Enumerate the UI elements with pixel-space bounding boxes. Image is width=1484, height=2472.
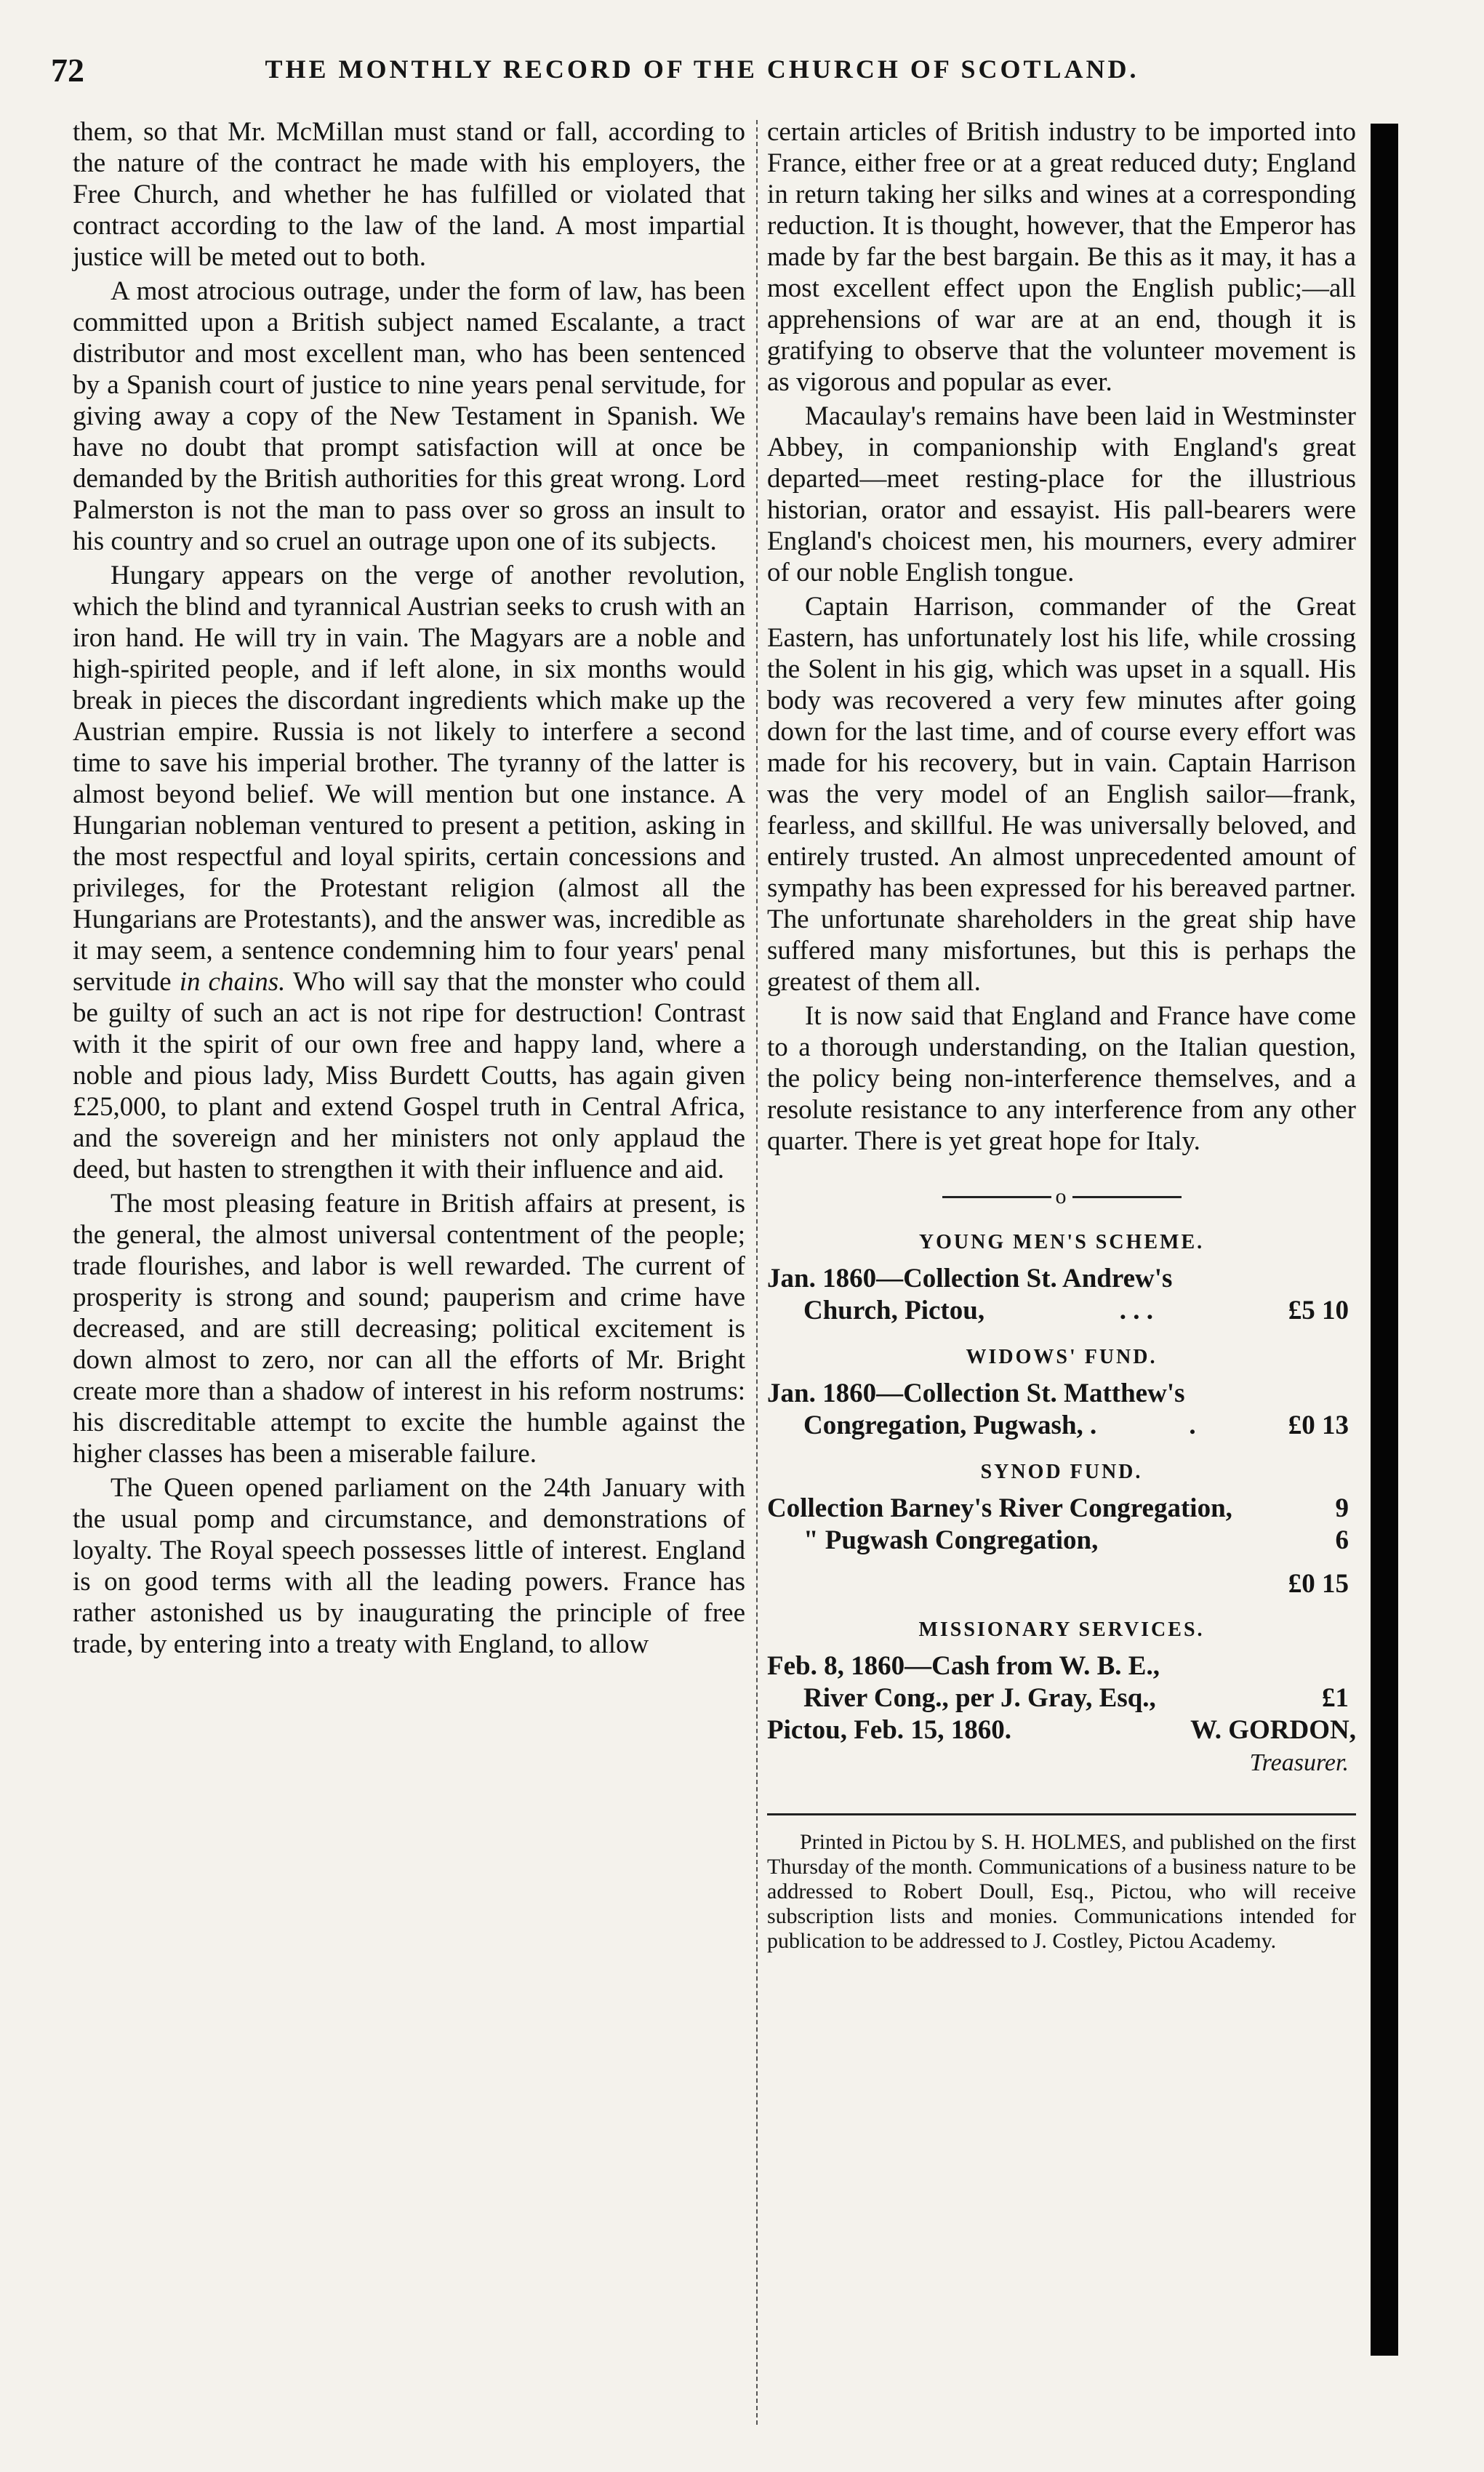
article-paragraph [73,560,745,1185]
ledger-entry [767,1378,1356,1442]
paragraph-text: Hungary appears on the verge of another revolution, which the blind and tyrannical Austrian seeks to crush with an iron hand. He will try in vain. The Magyars are a noble and high-spirited people, and if left alone, in six months would break in pieces the discordant ingredients which make up the Austrian empire. Russia is not likely to interfere a second time to save his imperial brother. The tyranny of the latter is almost beyond belief. We will mention but one instance. A Hungarian nobleman ventured to present a petition, asking in the most respectful and loyal spirits, certain concessions and privileges, for the Protestant religion (almost all the Hungarians are Protestants), and the answer was, incredible as it may seem, a sentence condemning him to four years' penal servitude [73,561,745,997]
entry-line [767,1410,1356,1442]
entry-text: Congregation, Pugwash, . [803,1410,1097,1441]
left-column [73,116,745,1663]
entry-line [767,1493,1356,1525]
entry-amount: £0 13 [1288,1410,1349,1441]
entry-line: Feb. 8, 1860—Cash from W. B. E., [767,1651,1160,1682]
entry-amount: £5 10 [1288,1296,1349,1326]
signature-line [767,1714,1356,1746]
article-paragraph: Macaulay's remains have been laid in Westminster Abbey, in companionship with England's great departed—meet resting-place for the illustrious historian, orator and essayist. His pall-bearers were England's choicest men, his mourners, every admirer of our noble English tongue. [767,401,1356,587]
section-title-young-men: YOUNG MEN'S SCHEME. [918,1231,1205,1254]
entry-text: " Pugwash Congregation, [803,1525,1099,1556]
emphasis-text: in chains. [179,967,286,997]
divider-mark: o [1055,1184,1068,1209]
entry-line: Jan. 1860—Collection St. Andrew's [767,1264,1173,1294]
paragraph-text: Who will say that the monster who could be guilty of such an act is not ripe for destruction! Contrast with it the spirit of our own free and happy land, where a noble and pious lady, Miss Burdett Coutts, has again given £25,000, to plant and extend Gospel truth in Central Africa, and the sovereign and her ministers not only applaud the deed, but hasten to strengthen it with their influence and aid. [73,967,745,1184]
article-paragraph: certain articles of British industry to be imported into France, either free or at a great reduced duty; England in return taking her silks and wines at a corresponding reduction. It is thought, however, that the Emperor has made by far the best bargain. Be this as it may, it has a most excellent effect upon the English public;—all apprehensions of war are at an end, though it is gratifying to observe that the volunteer movement is as vigorous and popular as ever. [767,117,1356,397]
running-head: THE MONTHLY RECORD OF THE CHURCH OF SCOTLAND. [265,55,1139,84]
section-divider [767,1183,1356,1209]
article-paragraph: It is now said that England and France have come to a thorough understanding, on the Italian question, the policy being non-interference themselves, and a resolute resistance to any interference from any other quarter. There is yet great hope for Italy. [767,1001,1356,1156]
page-number: 72 [51,52,84,89]
section-title-missionary: MISSIONARY SERVICES. [918,1618,1205,1642]
entry-text: Collection Barney's River Congregation, [767,1493,1232,1524]
entry-dots: . . . [1119,1296,1154,1326]
page-edge-shadow [1371,124,1398,2356]
imprint-notice: Printed in Pictou by S. H. HOLMES, and published on the first Thursday of the month. Communications of a business nature to be addressed to Robert Doull, Esq., Pictou, who will receive subscription lists and monies. Communications intended for publication to be addressed to J. Costley, Pictou Academy. [767,1830,1356,1954]
divider-rule [1072,1196,1182,1198]
right-column [767,116,1356,1954]
section-title-synod: SYNOD FUND. [980,1461,1143,1484]
entry-amount: £1 [1322,1683,1349,1714]
synod-total: £0 15 [1288,1569,1349,1600]
treasurer-title: Treasurer. [1249,1749,1349,1777]
imprint-rule [767,1813,1356,1815]
entry-text: Church, Pictou, [803,1296,985,1326]
divider-rule [942,1196,1051,1198]
ledger-entry [767,1263,1356,1327]
entry-text: River Cong., per J. Gray, Esq., [803,1683,1156,1714]
article-paragraph: Captain Harrison, commander of the Great Eastern, has unfortunately lost his life, while crossing the Solent in his gig, which was upset in a squall. His body was recovered a very few minutes after going down for the last time, and of course every effort was made for his recovery, but in vain. Captain Harrison was the very model of an English sailor—frank, fearless, and skillful. He was universally beloved, and entirely trusted. An almost unprecedented amount of sympathy has been expressed for his bereaved partner. The unfortunate shareholders in the great ship have suffered many misfortunes, but this is perhaps the greatest of them all. [767,592,1356,997]
entry-line [767,1682,1356,1714]
article-paragraph: The most pleasing feature in British affairs at present, is the general, the almost universal contentment of the people; trade flourishes, and labor is well rewarded. The current of prosperity is strong and sound; pauperism and crime have decreased, and are still decreasing; political excitement is down almost to zero, nor can all the efforts of Mr. Bright create more than a shadow of interest in his reform nostrums: his discreditable attempt to excite the humble against the higher classes has been a miserable failure. [73,1189,745,1469]
article-paragraph: A most atrocious outrage, under the form of law, has been committed upon a British subject named Escalante, a tract distributor and most excellent man, who has been sentenced by a Spanish court of justice to nine years penal servitude, for giving away a copy of the New Testament in Spanish. We have no doubt that prompt satisfaction will at once be demanded by the British authorities for this great wrong. Lord Palmerston is not the man to pass over so gross an insult to his country and so cruel an outrage upon one of its subjects. [73,276,745,556]
article-paragraph: them, so that Mr. McMillan must stand or fall, according to the nature of the contract he made with his employers, the Free Church, and whether he has fulfilled or violated that contract according to the law of the land. A most impartial justice will be meted out to both. [73,117,745,272]
entry-line [767,1525,1356,1557]
page-header [51,51,1353,95]
entry-line [767,1295,1356,1327]
entry-line: Jan. 1860—Collection St. Matthew's [767,1379,1185,1409]
place-date: Pictou, Feb. 15, 1860. [767,1715,1012,1746]
signatory: W. GORDON, [1190,1715,1356,1746]
entry-amount: 9 [1335,1493,1349,1524]
ledger-entry [767,1493,1356,1557]
entry-dots: . [1189,1410,1196,1441]
entry-amount: 6 [1335,1525,1349,1556]
article-paragraph: The Queen opened parliament on the 24th January with the usual pomp and circumstance, and demonstrations of loyalty. The Royal speech possesses little of interest. England is on good terms with all the leading powers. France has rather astonished us by inaugurating the principle of free trade, by entering into a treaty with England, to allow [73,1473,745,1659]
ledger-entry [767,1650,1356,1746]
column-divider [756,120,758,2425]
section-title-widows: WIDOWS' FUND. [966,1346,1158,1369]
